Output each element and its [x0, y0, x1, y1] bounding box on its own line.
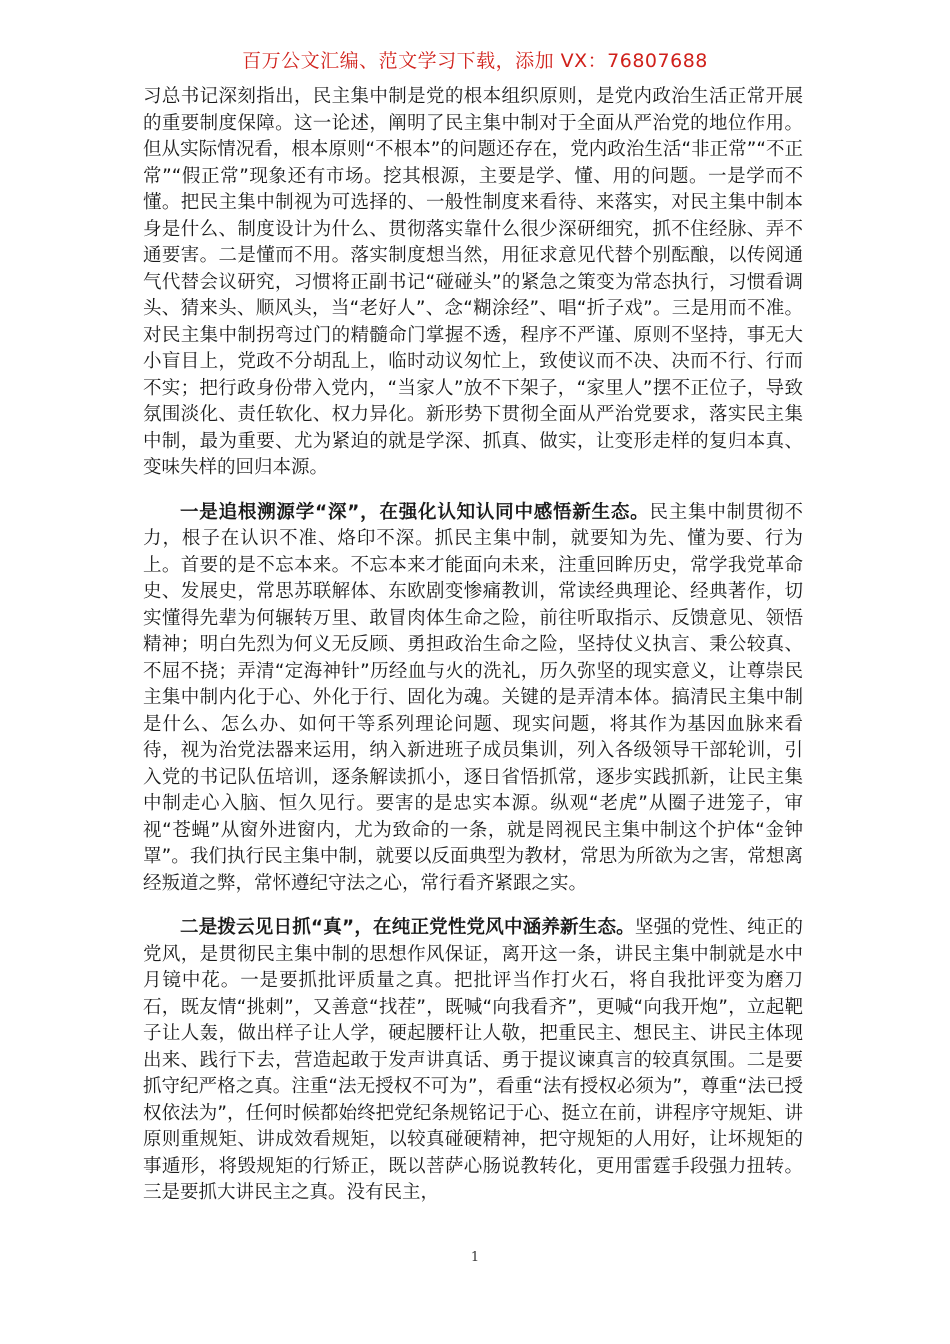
watermark-header: 百万公文汇编、范文学习下载，添加 VX：76807688: [242, 50, 708, 72]
section-two-heading: 二是拨云见日抓“真”，在纯正党性党风中涵养新生态。: [180, 917, 635, 938]
paragraph-section-one: [143, 500, 803, 898]
paragraph-section-two: [143, 915, 803, 1207]
paragraph-intro: 习总书记深刻指出，民主集中制是党的根本组织原则，是党内政治生活正常开展的重要制度保障。这一论述，阐明了民主集中制对于全面从严治党的地位作用。但从实际情况看，根本原则“不根本”的问题还存在，党内政治生活“非正常”“不正常”“假正常”现象还有市场。挖其根源，主要是学、懂、用的问题。一是学而不懂。把民主集中制视为可选择的、一般性制度来看待、来落实，对民主集中制本身是什么、制度设计为什么、贯彻落实靠什么很少深研细究，抓不住经脉、弄不通要害。二是懂而不用。落实制度想当然，用征求意见代替个别酝酿，以传阅通气代替会议研究，习惯将正副书记“碰碰头”的紧急之策变为常态执行，习惯看调头、猜来头、顺风头，当“老好人”、念“糊涂经”、唱“折子戏”。三是用而不准。对民主集中制拐弯过门的精髓命门掌握不透，程序不严谨、原则不坚持，事无大小盲目上，党政不分胡乱上，临时动议匆忙上，致使议而不决、决而不行、行而不实；把行政身份带入党内，“当家人”放不下架子，“家里人”摆不正位子，导致氛围淡化、责任软化、权力异化。新形势下贯彻全面从严治党要求，落实民主集中制，最为重要、尤为紧迫的就是学深、抓真、做实，让变形走样的复归本真、变味失样的回归本源。: [143, 86, 803, 478]
document-body: [143, 84, 803, 1225]
section-one-heading: 一是追根溯源学“深”，在强化认知认同中感悟新生态。: [180, 501, 650, 523]
section-one-text: 民主集中制贯彻不力，根子在认识不准、烙印不深。抓民主集中制，就要知为先、懂为要、行为上。首要的是不忘本来。不忘本来才能面向未来，注重回眸历史，常学我党革命史、发展史，常思苏联解体、东欧剧变惨痛教训，常读经典理论、经典著作，切实懂得先辈为何辗转万里、敢冒肉体生命之险，前往听取指示、反馈意见、领悟精神；明白先烈为何义无反顾、勇担政治生命之险，坚持仗义执言、秉公较真、不屈不挠；弄清“定海神针”历经血与火的洗礼，历久弥坚的现实意义，让尊崇民主集中制内化于心、外化于行、固化为魂。关键的是弄清本体。搞清民主集中制是什么、怎么办、如何干等系列理论问题、现实问题，将其作为基因血脉来看待，视为治党法器来运用，纳入新进班子成员集训，列入各级领导干部轮训，引入党的书记队伍培训，逐条解读抓小，逐日省悟抓常，逐步实践抓新，让民主集中制走心入脑、恒久见行。要害的是忠实本源。纵观“老虎”从圈子进笼子，审视“苍蝇”从窗外进窗内，尤为致命的一条，就是罔视民主集中制这个护体“金钟罩”。我们执行民主集中制，就要以反面典型为教材，常思为所欲为之害，常想离经叛道之弊，常怀遵纪守法之心，常行看齐紧跟之实。: [143, 501, 803, 894]
page-number: 1: [470, 1250, 480, 1265]
section-two-text: 坚强的党性、纯正的党风，是贯彻民主集中制的思想作风保证，离开这一条，讲民主集中制就是水中月镜中花。一是要抓批评质量之真。把批评当作打火石，将自我批评变为磨刀石，既友情“挑刺”，又善意“找茬”，既喊“向我看齐”，更喊“向我开炮”，立起靶子让人轰，做出样子让人学，硬起腰杆让人敬，把重民主、想民主、讲民主体现出来、践行下去，营造起敢于发声讲真话、勇于提议谏真言的较真氛围。二是要抓守纪严格之真。注重“法无授权不可为”，看重“法有授权必须为”，尊重“法已授权依法为”，任何时候都始终把党纪条规铭记于心、挺立在前，讲程序守规矩、讲原则重规矩、讲成效看规矩，以较真碰硬精神，把守规矩的人用好，让坏规矩的事遁形，将毁规矩的行矫正，既以菩萨心肠说教转化，更用雷霆手段强力扭转。三是要抓大讲民主之真。没有民主，: [143, 917, 803, 1203]
